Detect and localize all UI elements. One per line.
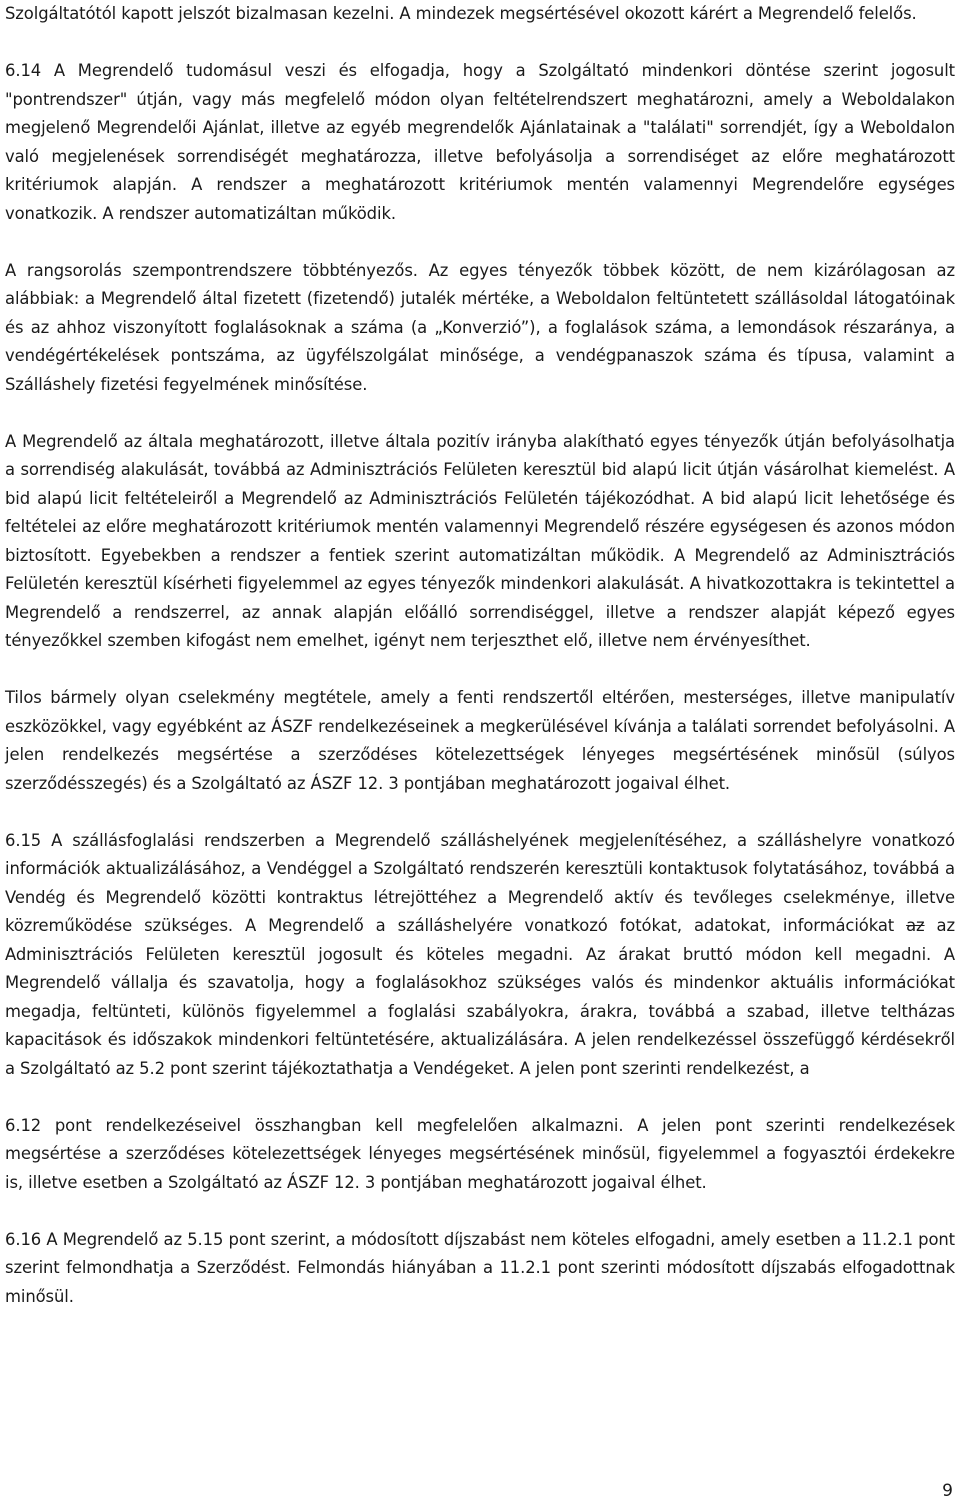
paragraph-6-15-text-start: 6.15 A szállásfoglalási rendszerben a Megrendelő szálláshelyének megjelenítéséhez, a szálláshelyre vonatkozó információk aktualizálásához, a Vendéggel a Szolgáltató rendszerén keresztüli kontaktusok folytatásához, továbbá a Vendég és Megrendelő közötti kontraktus létrejöttéhez a Megrendelő aktív és tevőleges cselekménye, illetve közreműködése szükséges. A Megrendelő a szálláshelyére vonatkozó fotókat, adatokat, információkat <box>5 830 955 935</box>
struck-through-word: az <box>906 916 925 935</box>
paragraph-gap <box>5 798 955 827</box>
paragraph-gap <box>5 29 955 58</box>
paragraph-6-15-text-end: az Adminisztrációs Felületen keresztül jogosult és köteles megadni. Az árakat bruttó módon kell megadni. A Megrendelő vállalja és szavatolja, hogy a foglalásokhoz szükséges valós és mindenkor aktuális információkat megadja, feltünteti, különös figyelemmel a foglalási szabályokra, árakra, továbbá a szabad, illetve teltházas kapacitások és időszakok mindenkori feltüntetésére, aktualizálására. A jelen rendelkezéssel összefüggő kérdésekről a Szolgáltató az 5.2 pont szerint tájékoztathatja a Vendégeket. A jelen pont szerinti rendelkezést, a <box>5 916 955 1078</box>
paragraph-gap <box>5 1197 955 1226</box>
paragraph-gap <box>5 228 955 257</box>
paragraph-password-liability: Szolgáltatótól kapott jelszót bizalmasan kezelni. A mindezek megsértésével okozott kárért a Megrendelő felelős. <box>5 4 917 23</box>
paragraph-manipulation-ban: Tilos bármely olyan cselekmény megtétele, amely a fenti rendszertől eltérően, mesterséges, illetve manipulatív eszközökkel, vagy egyébként az ÁSZF rendelkezéseinek a megkerülésével kívánja a találati sorrendet befolyásolni. A jelen rendelkezés megsértése a szerződéses kötelezettségek lényeges megsértésének minősül (súlyos szerződésszegés) és a Szolgáltató az ÁSZF 12. 3 pontjában meghatározott jogaival élhet. <box>5 688 955 793</box>
paragraph-6-12-reference: 6.12 pont rendelkezéseivel összhangban kell megfelelően alkalmazni. A jelen pont szerinti rendelkezések megsértése a szerződéses kötelezettségek lényeges megsértésének minősül, figyelemmel a fogyasztói érdekekre is, illetve esetben a Szolgáltató az ÁSZF 12. 3 pontjában meghatározott jogaival élhet. <box>5 1115 955 1192</box>
page-number: 9 <box>942 1481 953 1501</box>
paragraph-6-14: 6.14 A Megrendelő tudomásul veszi és elfogadja, hogy a Szolgáltató mindenkori döntése szerint jogosult "pontrendszer" útján, vagy más megfelelő módon olyan feltételrendszert meghatározni, amely a Weboldalakon megjelenő Megrendelői Ajánlat, illetve az egyéb megrendelők Ajánlatainak a "találati" sorrendjét, így a Weboldalon való megjelenések sorrendiségét meghatározza, illetve befolyásolja a sorrendiséget az előre meghatározott kritériumok alapján. A rendszer a meghatározott kritériumok mentén valamennyi Megrendelőre egységes vonatkozik. A rendszer automatizáltan működik. <box>5 61 955 223</box>
paragraph-bid-licit: A Megrendelő az általa meghatározott, illetve általa pozitív irányba alakítható egyes tényezők útján befolyásolhatja a sorrendiség alakulását, továbbá az Adminisztrációs Felületen keresztül bid alapú licit útján vásárolhat kiemelést. A bid alapú licit feltételeiről a Megrendelő az Adminisztrációs Felületén tájékozódhat. A bid alapú licit lehetősége és feltételei az előre meghatározott kritériumok mentén valamennyi Megrendelő részére egységesen és azonos módon biztosított. Egyebekben a rendszer a fentiek szerint automatizáltan működik. A Megrendelő az Adminisztrációs Felületén keresztül kísérheti figyelemmel az egyes tényezők mindenkori alakulását. A hivatkozottakra is tekintettel a Megrendelő a rendszerrel, az annak alapján előálló sorrendiséggel, illetve a rendszer alapját képező egyes tényezőkkel szemben kifogást nem emelhet, igényt nem terjeszthet elő, illetve nem érvényesíthet. <box>5 431 955 650</box>
paragraph-gap <box>5 656 955 685</box>
document-page <box>5 0 955 1311</box>
paragraph-gap <box>5 1083 955 1112</box>
paragraph-6-15 <box>5 827 955 1084</box>
paragraph-ranking-criteria: A rangsorolás szempontrendszere többtényezős. Az egyes tényezők többek között, de nem kizárólagosan az alábbiak: a Megrendelő által fizetett (fizetendő) jutalék mértéke, a Weboldalon feltüntetett szállásoldal látogatóinak és az ahhoz viszonyított foglalásoknak a száma (a „Konverzió”), a foglalások száma, a lemondások részaránya, a vendégértékelések pontszáma, az ügyfélszolgálat minősége, a vendégpanaszok száma és típusa, valamint a Szálláshely fizetési fegyelmének minősítése. <box>5 260 955 394</box>
paragraph-gap <box>5 399 955 428</box>
paragraph-6-16: 6.16 A Megrendelő az 5.15 pont szerint, a módosított díjszabást nem köteles elfogadni, amely esetben a 11.2.1 pont szerint felmondhatja a Szerződést. Felmondás hiányában a 11.2.1 pont szerinti módosított díjszabás elfogadottnak minősül. <box>5 1229 955 1306</box>
